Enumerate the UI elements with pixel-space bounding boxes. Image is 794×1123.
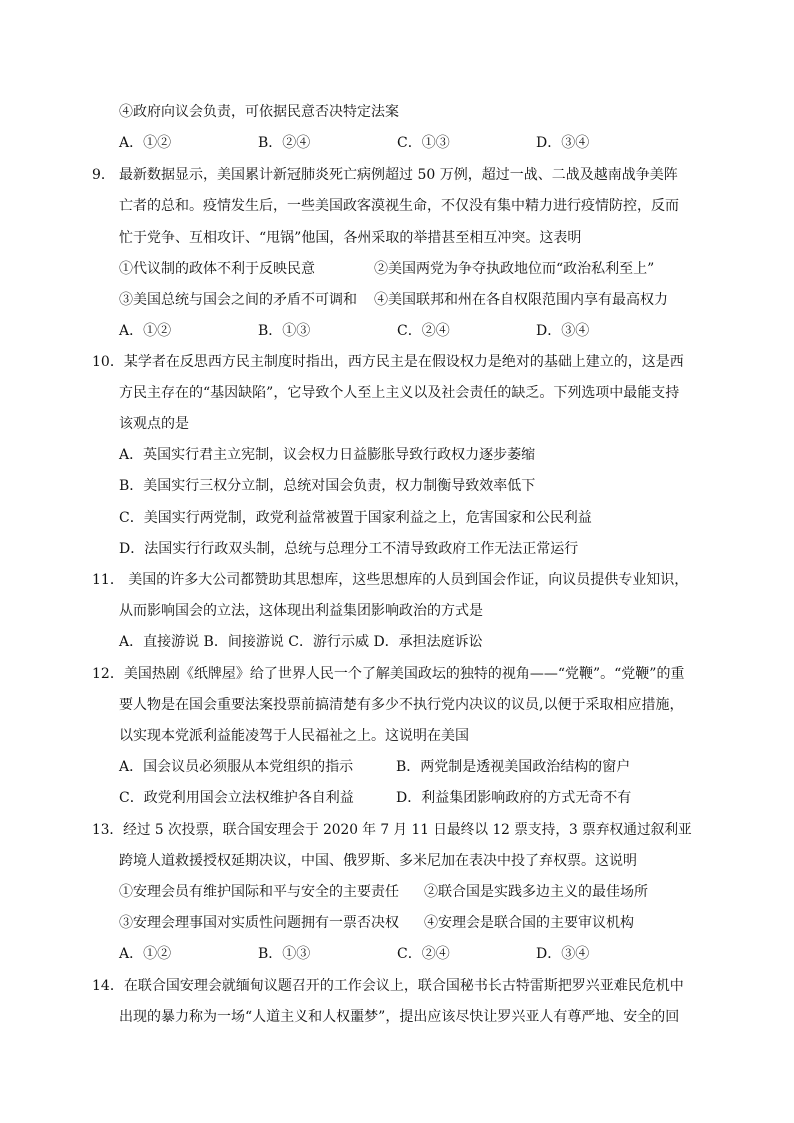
- q9-number: 9．: [92, 167, 115, 183]
- q9-item-4: ④美国联邦和州在各自权限范围内享有最高权力: [374, 292, 668, 308]
- q13-line-2: 跨境人道救援授权延期决议，中国、俄罗斯、多米尼加在表决中投了弃权票。这说明: [119, 853, 637, 869]
- q9-option-b: B．①③: [258, 323, 311, 339]
- q14-line-2: 出现的暴力称为一场“人道主义和人权噩梦”，提出应该尽快让罗兴亚人有尊严地、安全的回: [119, 1009, 680, 1025]
- q13-item-1: ①安理会员有维护国际和平与安全的主要责任: [119, 884, 399, 900]
- q10-option-c: C．美国实行两党制，政党利益常被置于国家利益之上，危害国家和公民利益: [119, 510, 592, 526]
- q11-line-2: 从而影响国会的立法，这体现出利益集团影响政治的方式是: [119, 603, 483, 619]
- q10-line-3: 该观点的是: [119, 416, 189, 432]
- q10-option-b: B．美国实行三权分立制，总统对国会负责，权力制衡导致效率低下: [119, 478, 536, 494]
- q9-line-3: 忙于党争、互相攻讦、“甩锅”他国，各州采取的举措甚至相互冲突。这表明: [119, 230, 582, 246]
- q13-item-4: ④安理会是联合国的主要审议机构: [424, 915, 634, 931]
- q10-option-d: D．法国实行行政双头制，总统与总理分工不清导致政府工作无法正常运行: [119, 541, 579, 557]
- q12-option-b: B．两党制是透视美国政治结构的窗户: [396, 759, 631, 775]
- q9-item-2: ②美国两党为争夺执政地位而“政治私利至上”: [374, 261, 655, 277]
- q10-option-a: A．英国实行君主立宪制，议会权力日益膨胀导致行政权力逐步萎缩: [119, 447, 536, 463]
- q11-options: A．直接游说 B．间接游说 C．游行示威 D．承担法庭诉讼: [119, 634, 483, 650]
- q12-option-c: C．政党利用国会立法权维护各自利益: [119, 790, 354, 806]
- q13-option-b: B．①③: [258, 946, 311, 962]
- q8-option-a: A．①②: [119, 135, 172, 151]
- q9-item-1: ①代议制的政体不利于反映民意: [119, 261, 315, 277]
- q10-line-1: 10．某学者在反思西方民主制度时指出，西方民主是在假设权力是绝对的基础上建立的，这是西: [92, 354, 684, 370]
- q9-line-2: 亡者的总和。疫情发生后，一些美国政客漠视生命，不仅没有集中精力进行疫情防控，反而: [119, 198, 679, 214]
- q13-item-3: ③安理会理事国对实质性问题拥有一票否决权: [119, 915, 399, 931]
- q12-line-3: 以实现本党派利益能凌驾于人民福祉之上。这说明在美国: [119, 728, 469, 744]
- q8-option-c: C．①③: [397, 135, 450, 151]
- q9-option-c: C．②④: [397, 323, 450, 339]
- q14-line-1: 14．在联合国安理会就缅甸议题召开的工作会议上，联合国秘书长古特雷斯把罗兴亚难民危机中: [92, 978, 684, 994]
- q8-option-b: B．②④: [258, 135, 311, 151]
- q13-line-1: 13．经过 5 次投票，联合国安理会于 2020 年 7 月 11 日最终以 12 票支持，3 票弃权通过叙利亚: [92, 822, 692, 838]
- q13-option-a: A．①②: [119, 946, 172, 962]
- q12-line-2: 要人物是在国会重要法案投票前搞清楚有多少不执行党内决议的议员,以便于采取相应措施，: [119, 697, 684, 713]
- q8-continuation: ④政府向议会负责，可依据民意否决特定法案: [119, 104, 399, 120]
- q13-option-d: D．③④: [536, 946, 590, 962]
- q11-line-1: 11． 美国的许多大公司都赞助其思想库，这些思想库的人员到国会作证，向议员提供专业知识，: [92, 572, 689, 588]
- q13-item-2: ②联合国是实践多边主义的最佳场所: [424, 884, 648, 900]
- q9-option-a: A．①②: [119, 323, 172, 339]
- q9-item-3: ③美国总统与国会之间的矛盾不可调和: [119, 292, 357, 308]
- q9-option-d: D．③④: [536, 323, 590, 339]
- q8-option-d: D．③④: [536, 135, 590, 151]
- q12-option-a: A．国会议员必须服从本党组织的指示: [119, 759, 354, 775]
- q9-line-1: 最新数据显示，美国累计新冠肺炎死亡病例超过 50 万例，超过一战、二战及越南战争美阵: [119, 167, 678, 183]
- q13-option-c: C．②④: [397, 946, 450, 962]
- q12-option-d: D．利益集团影响政府的方式无奇不有: [396, 790, 632, 806]
- q10-line-2: 方民主存在的“基因缺陷”，它导致个人至上主义以及社会责任的缺乏。下列选项中最能支持: [119, 385, 680, 401]
- q12-line-1: 12．美国热剧《纸牌屋》给了世界人民一个了解美国政坛的独特的视角——“党鞭”。“党鞭”的重: [92, 666, 685, 682]
